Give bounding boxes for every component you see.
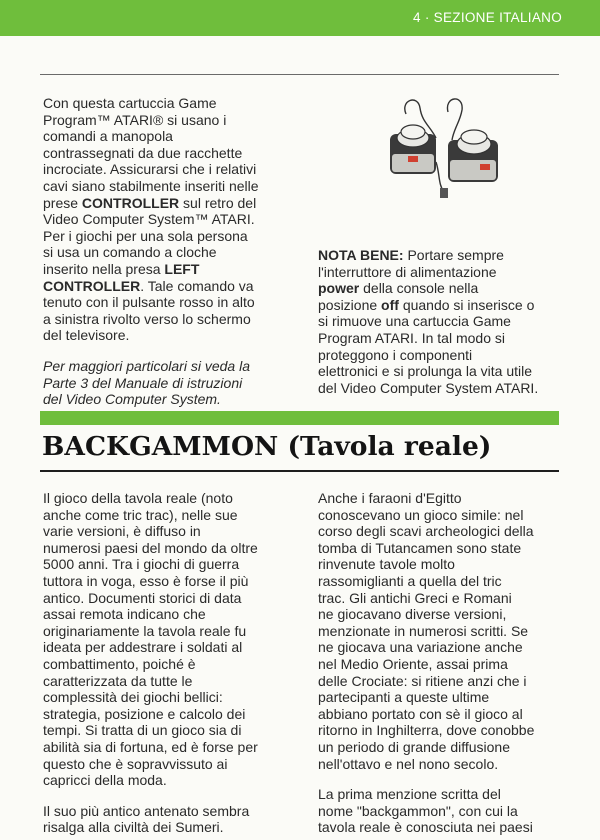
body-line: La prima menzione scritta del — [318, 786, 501, 803]
nota-line: elettronici e si prolunga la vita utile — [318, 363, 533, 380]
intro-line: Per i giochi per una sola persona — [43, 227, 248, 244]
body-line: partecipanti a queste ultime — [318, 689, 490, 706]
right-column — [318, 490, 568, 836]
intro-line: incrociate. Assicurarsi che i relativi — [43, 161, 257, 178]
body-line: menzionate in numerosi scritti. Se — [318, 622, 529, 639]
nota-line: proteggono i componenti — [318, 346, 473, 363]
body-line: questo che è sopravvissuto ai — [43, 755, 228, 772]
body-line: ne giocava una variazione anche — [318, 639, 523, 656]
body-line: rinvenute tavole molto — [318, 556, 455, 573]
body-line: nel Medio Oriente, assai prima — [318, 655, 508, 672]
top-rule — [40, 74, 559, 75]
nota-line: si rimuove una cartuccia Game — [318, 313, 511, 330]
intro-note — [43, 358, 293, 408]
nota-line: Program ATARI. In tal modo si — [318, 329, 505, 346]
body-line: assai remota indicano che — [43, 606, 206, 623]
intro-line: prese CONTROLLER sul retro del — [43, 194, 257, 211]
intro-line: inserito nella presa LEFT — [43, 260, 200, 277]
left-column — [43, 490, 293, 836]
body-line: corso degli scavi archeologici della — [318, 523, 534, 540]
left-paragraph-1 — [43, 490, 293, 789]
section-title: BACKGAMMON (Tavola reale) — [42, 431, 492, 462]
intro-line: CONTROLLER. Tale comando va — [43, 277, 254, 294]
body-line: nome "backgammon", con cui la — [318, 802, 518, 819]
body-line: complessità dei giochi bellici: — [43, 689, 223, 706]
section-label: 4 · SEZIONE ITALIANO — [412, 10, 562, 25]
nota-bene-paragraph — [318, 247, 568, 396]
intro-paragraph — [43, 95, 293, 344]
note-line: Per maggiori particolari si veda la — [43, 357, 250, 374]
nota-line: power della console nella — [318, 280, 479, 297]
intro-line: Program™ ATARI® si usano i — [43, 111, 227, 128]
title-underline — [40, 470, 559, 472]
body-line: caratterizzata da tutte le — [43, 672, 193, 689]
left-paragraph-2 — [43, 803, 293, 836]
section-divider-bar — [40, 411, 559, 425]
intro-line: a sinistra rivolto verso lo schermo — [43, 310, 251, 327]
note-line: Parte 3 del Manuale di istruzioni — [43, 374, 243, 391]
body-line: Il gioco della tavola reale (noto — [43, 490, 233, 506]
body-line: abbiano portato con sè il gioco al — [318, 705, 523, 722]
body-line: capricci della moda. — [43, 772, 167, 789]
right-paragraph-1 — [318, 490, 568, 772]
body-line: trac. Gli antichi Greci e Romani — [318, 589, 512, 606]
body-line: 5000 anni. Tra i giochi di guerra — [43, 556, 240, 573]
body-line: nell'ottavo e nel nono secolo. — [318, 755, 499, 772]
body-line: numerosi paesi del mondo da oltre — [43, 539, 258, 556]
body-line: Il suo più antico antenato sembra — [43, 802, 250, 819]
header-band — [0, 0, 600, 36]
body-line: combattimento, poiché è — [43, 655, 196, 672]
body-line: strategia, posizione e calcolo dei — [43, 705, 246, 722]
intro-line: Video Computer System™ ATARI. — [43, 211, 255, 228]
intro-line: cavi siano stabilmente inseriti nelle — [43, 177, 259, 194]
intro-line: Con questa cartuccia Game — [43, 95, 217, 111]
body-line: ritorno in Inghilterra, dove conobbe — [318, 722, 535, 739]
nota-line: posizione off quando si inserisce o — [318, 296, 535, 313]
nota-line: del Video Computer System ATARI. — [318, 379, 539, 396]
intro-line: del televisore. — [43, 327, 130, 344]
body-line: Anche i faraoni d'Egitto — [318, 490, 462, 506]
intro-line: comandi a manopola — [43, 128, 173, 145]
body-line: rassomiglianti a quella del tric — [318, 572, 502, 589]
nota-bene — [318, 247, 568, 396]
body-line: risalga alla civiltà dei Sumeri. — [43, 819, 224, 836]
body-line: ne giocavano diverse versioni, — [318, 606, 507, 623]
intro-line: si usa un comando a cloche — [43, 244, 217, 261]
paddle-controllers-icon — [378, 92, 518, 202]
body-line: tavola reale è conosciuta nei paesi — [318, 819, 533, 836]
body-line: tomba di Tutancamen sono state — [318, 539, 522, 556]
body-line: varie versioni, è diffuso in — [43, 523, 201, 540]
body-line: originariamente la tavola reale fu — [43, 622, 247, 639]
body-line: ideata per addestrare i soldati al — [43, 639, 243, 656]
right-paragraph-2 — [318, 786, 568, 836]
body-line: tuttora in voga, esso è forse il più — [43, 572, 249, 589]
body-line: anche come tric trac), nelle sue — [43, 506, 238, 523]
body-line: tempi. Si tratta di un gioco sia di — [43, 722, 242, 739]
intro-text — [43, 95, 293, 408]
note-line: del Video Computer System. — [43, 391, 221, 408]
body-line: antico. Documenti storici di data — [43, 589, 242, 606]
body-line: abilità sia di fortuna, ed è forse per — [43, 738, 258, 755]
nota-line: NOTA BENE: Portare sempre — [318, 247, 504, 263]
nota-line: l'interruttore di alimentazione — [318, 263, 497, 280]
intro-line: contrassegnati da due racchette — [43, 144, 243, 161]
intro-line: tenuto con il pulsante rosso in alto — [43, 294, 255, 311]
body-line: conoscevano un gioco simile: nel — [318, 506, 524, 523]
body-line: delle Crociate: si ritiene anzi che i — [318, 672, 527, 689]
body-line: un periodo di grande diffusione — [318, 738, 511, 755]
